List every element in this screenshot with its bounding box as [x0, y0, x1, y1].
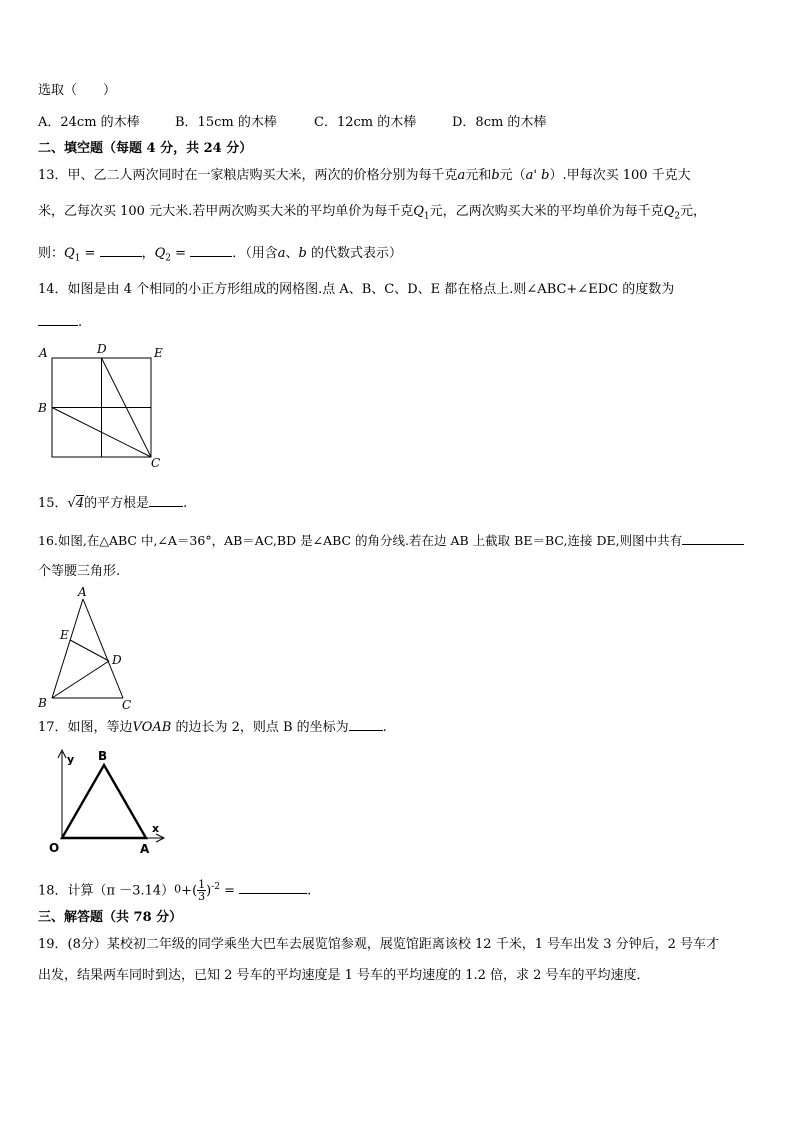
- fraction-denominator: 3: [198, 890, 206, 904]
- q13-answer-q2-sub: 2: [165, 253, 172, 264]
- label-y: y: [67, 753, 75, 766]
- label-x: x: [152, 822, 160, 835]
- q13-var-a: a: [277, 246, 286, 261]
- q12-option-d: D．8cm 的木棒: [452, 115, 547, 130]
- label-b: B: [38, 401, 47, 415]
- q13-text: 、: [285, 246, 299, 261]
- label-o: O: [49, 841, 60, 855]
- q13-text: 元，乙两次购买大米的平均单价为每千克: [429, 204, 664, 219]
- label-e: E: [60, 628, 69, 642]
- label-a: A: [140, 842, 150, 856]
- q18-exponent: -2: [211, 882, 220, 892]
- q13-eq: =: [171, 246, 191, 261]
- q13-answer-q1-sub: 1: [74, 253, 81, 264]
- q19-line2: 出发，结果两车同时到达，已知 2 号车的平均速度是 1 号车的平均速度的 1.2 倍，求 2 号车的平均速度．: [38, 968, 650, 983]
- q18-text: 18．计算（π －3.14）: [38, 883, 175, 899]
- q13-text: ，: [141, 246, 155, 261]
- q16-line2: 个等腰三角形.: [38, 564, 121, 579]
- q14-line1: 14．如图是由 4 个相同的小正方形组成的网格图.点 A、B、C、D、E 都在格点上.则∠ABC+∠EDC 的度数为: [38, 282, 675, 297]
- q12-option-c: C．12cm 的木棒: [314, 115, 417, 130]
- q13-answer-q2: Q: [154, 246, 166, 261]
- q14-period: .: [78, 315, 83, 330]
- q17-text: 17．如图，等边: [38, 720, 133, 735]
- q13-text: ）.甲每次买 100 千克大: [549, 168, 691, 183]
- q13-var-b: b: [491, 168, 500, 183]
- q13-text: 元，: [680, 204, 707, 219]
- label-a: A: [78, 585, 87, 599]
- q18-fraction: [197, 879, 206, 902]
- q12-tail: 选取（ ）: [38, 83, 117, 98]
- q18-answer-blank[interactable]: [239, 881, 307, 894]
- q15-number: 15．: [38, 496, 68, 511]
- q13-text: 元（: [499, 168, 526, 183]
- label-c: C: [122, 698, 132, 712]
- q13-q2-sub: 2: [674, 211, 681, 222]
- label-d: D: [97, 342, 107, 356]
- q13-text: 则：: [38, 246, 65, 261]
- q18-plus: +(: [181, 883, 198, 899]
- q13-eq: =: [80, 246, 100, 261]
- label-a: A: [39, 346, 48, 360]
- q17-text: 的边长为 2，则点 B 的坐标为: [171, 720, 349, 735]
- label-e: E: [154, 346, 163, 360]
- fraction-numerator: 1: [198, 878, 206, 892]
- q18-exponent-zero: 0: [174, 882, 182, 896]
- triangle-oab: [62, 765, 146, 838]
- q18-eq: =: [220, 883, 240, 899]
- q16-text: 16.如图,在△ABC 中,∠A＝36°，AB＝AC,BD 是∠ABC 的角分线.若在边 AB 上截取 BE＝BC,连接 DE,则图中共有: [38, 533, 683, 548]
- q18-line: [38, 876, 311, 902]
- sqrt-symbol: √: [67, 496, 76, 511]
- label-c: C: [151, 456, 161, 470]
- q17-triangle-name: VOAB: [132, 720, 172, 735]
- q17-period: .: [382, 720, 387, 735]
- q15-text: 的平方根是: [84, 496, 150, 511]
- label-b: B: [98, 749, 108, 763]
- q13-answer-q1: Q: [64, 246, 75, 261]
- section3-title: 三、解答题（共 78 分）: [38, 910, 183, 925]
- section2-title: 二、填空题（每题 4 分，共 24 分）: [38, 141, 253, 156]
- q18-paren: ): [206, 883, 212, 899]
- q13-q2: Q: [663, 204, 675, 219]
- q15-period: .: [183, 496, 188, 511]
- q13-text: 的代数式表示）: [306, 246, 402, 261]
- q13-var-a: a: [457, 168, 466, 183]
- q13-q1-sub: 1: [423, 211, 430, 222]
- q18-period: .: [307, 883, 312, 899]
- q13-text: 元和: [465, 168, 492, 183]
- q13-condition: a' b: [525, 168, 550, 183]
- q13-var-b: b: [298, 246, 307, 261]
- label-d: D: [112, 653, 122, 667]
- q13-text: 13．甲、乙二人两次同时在一家粮店购买大米，两次的价格分别为每千克: [38, 168, 458, 183]
- q12-option-b: B．15cm 的木棒: [175, 115, 277, 130]
- q12-option-a: A．24cm 的木棒: [38, 115, 140, 130]
- q19-line1: 19．(8分）某校初二年级的同学乘坐大巴车去展览馆参观，展览馆距离该校 12 千米，1 号车出发 3 分钟后，2 号车才: [38, 937, 720, 952]
- q13-q1: Q: [413, 204, 424, 219]
- q13-text: ．（用含: [232, 246, 278, 261]
- q13-text: 米，乙每次买 100 元大米.若甲两次购买大米的平均单价为每千克: [38, 204, 414, 219]
- label-b: B: [38, 696, 47, 710]
- q15-radicand: 4: [75, 496, 85, 511]
